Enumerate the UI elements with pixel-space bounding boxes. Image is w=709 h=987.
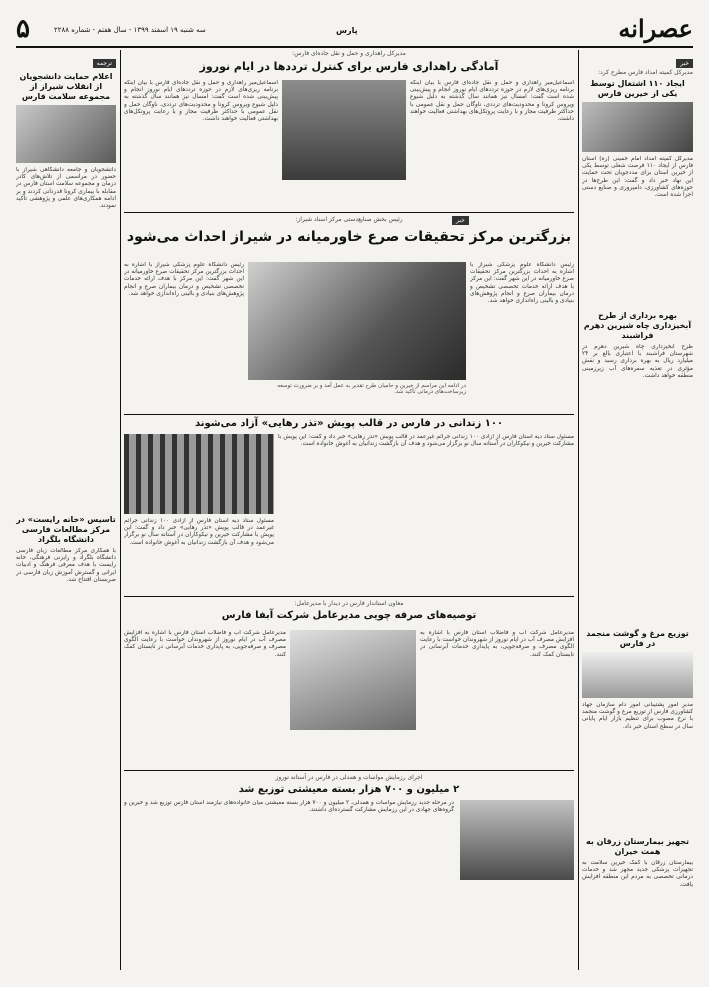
masthead	[16, 14, 693, 48]
right-mid-body: طرح آبخیزداری چاه شیرین دهرم در شهرستان فراشبند با اعتباری بالغ بر ۲۴ میلیارد ریال به بهره برداری رسید و نقش مؤثری در تغذیه سفره‌های آب زیرزمینی منطقه خواهد داشت.	[582, 344, 693, 379]
divider	[124, 596, 574, 597]
right-low-article	[582, 626, 693, 812]
banner-caption: در ادامه این مراسم از خیرین و حامیان طرح تقدیر به عمل آمد و بر ضرورت توسعه زیرساخت‌های درمانی تأکید شد.	[277, 383, 466, 395]
banner-photo	[248, 262, 466, 380]
article-tag: خبر	[676, 59, 693, 68]
right-low-body: مدیر امور پشتیبانی امور دام سازمان جهاد کشاورزی فارس از توزیع مرغ و گوشت منجمد با نرخ مصوب برای تنظیم بازار ایام پایانی سال در سطح استان خبر داد.	[582, 702, 693, 730]
right-top-body: مدیرکل کمیته امداد امام خمینی (ره) استان فارس از ایجاد ۱۱۰ فرصت شغلی توسط یکی از خیرین استان برای مددجویان تحت حمایت این نهاد خبر داد و گفت: این طرح‌ها در حوزه‌های کشاورزی، دامپروری و صنایع دستی اجرا شده است.	[582, 156, 693, 199]
right-top-kicker: مدیرکل کمیته امداد فارس مطرح کرد:	[598, 69, 693, 76]
wood-headline: توصیه‌های صرفه چویی مدیرعامل شرکت آبفا فارس	[221, 610, 477, 621]
lead-body-right: اسماعیل‌میر راهداری و حمل و نقل جاده‌ای فارس با بیان اینکه برنامه ریزی‌های لازم در حوزه ترددهای ایام نوروز انجام و پیش‌بینی شده است گفت: امسال نیز همانند سال گذشته به دلیل شیوع ویروس کرونا و محدودیت‌های ترددی، ناوگان حمل و نقل عمومی با حداکثر ظرفیت مجاز و با رعایت پروتکل‌های بهداشتی فعالیت خواهند داشت.	[410, 80, 574, 123]
page-number: ۵	[16, 14, 30, 44]
prisoners-body-cont: مسئول ستاد دیه استان فارس از آزادی ۱۰۰ زندانی جرائم غیرعمد در قالب پویش «تذر رهایی» خبر داد و گفت: این پویش با مشارکت خیرین و نیکوکاران در آستانه سال نو برگزار می‌شود و هدف آن بازگشت زندانیان به آغوش خانواده است.	[124, 518, 274, 546]
bottom-body: در مرحله جدید رزمایش مواسات و همدلی، ۲ میلیون و ۷۰۰ هزار بسته معیشتی میان خانواده‌های نیازمند استان فارس توزیع شد و خیرین و گروه‌های جهادی در این رزمایش مشارکت گسترده‌ای داشتند.	[124, 800, 454, 814]
right-top-article	[582, 50, 693, 326]
prisoners-headline: ۱۰۰ زندانی در فارس در قالب پویش «تذر رهایی» آزاد می‌شوند	[194, 418, 504, 429]
bottom-article	[124, 774, 574, 798]
lead-kicker: مدیرکل راهداری و حمل و نقل جاده‌ای فارس:	[292, 50, 406, 57]
banner-tag: خبر	[452, 216, 469, 225]
lead-body-left: اسماعیل‌میر راهداری و حمل و نقل جاده‌ای فارس با بیان اینکه برنامه ریزی‌های لازم در حوزه ترددهای ایام نوروز انجام و پیش‌بینی شده است گفت: امسال نیز همانند سال گذشته به دلیل شیوع ویروس کرونا و محدودیت‌های ترددی، ناوگان حمل و نقل عمومی با حداکثر ظرفیت مجاز و با رعایت پروتکل‌های بهداشتی فعالیت خواهند داشت.	[124, 80, 278, 123]
bottom-headline: ۲ میلیون و ۷۰۰ هزار بسته معیشتی توزیع شد	[238, 784, 460, 795]
bottom-kicker: اجرای رزمایش مواسات و همدلی در فارس در آستانه نوروز	[275, 774, 423, 781]
article-tag: ترجمه	[93, 59, 116, 68]
right-mid-headline: بهره برداری از طرح آبخیزداری چاه شیرین دهرم فراشبند	[583, 311, 692, 340]
left-top-photo	[16, 105, 116, 163]
lead-photo	[282, 80, 406, 180]
right-top-headline: ایجاد ۱۱۰ اشتغال توسط یکی از خیرین فارس	[590, 79, 685, 98]
banner-article	[124, 216, 574, 251]
right-bottom-headline: تجهیز بیمارستان زرقان به همت خیران	[586, 837, 689, 856]
wood-photo	[290, 630, 416, 730]
wood-body-right: مدیرعامل شرکت آب و فاضلاب استان فارس با اشاره به افزایش مصرف آب در ایام نوروز از شهروندان خواست با رعایت الگوی مصرف و صرفه‌جویی، به پایداری خدمات آبرسانی در تابستان کمک کنند.	[420, 630, 574, 658]
right-low-photo	[582, 652, 693, 698]
prisoners-body: مسئول ستاد دیه استان فارس از آزادی ۱۰۰ زندانی جرائم غیرعمد در قالب پویش «تذر رهایی» خبر داد و گفت: این پویش با مشارکت خیرین و نیکوکاران در آستانه سال نو برگزار می‌شود و هدف آن بازگشت زندانیان به آغوش خانواده است.	[278, 434, 574, 448]
left-top-article	[16, 50, 116, 497]
wood-kicker: معاون استاندار فارس در دیدار با مدیرعامل:	[294, 600, 404, 607]
left-top-body: دانشجویان و جامعه دانشگاهی شیراز با حضور در مراسمی از تلاش‌های کادر درمان و مجموعه سلامت استان فارس در مقابله با بیماری کرونا قدردانی کردند و بر ادامه همکاری‌های علمی و پژوهشی تأکید نمودند.	[16, 167, 116, 210]
left-mid-article	[16, 512, 116, 938]
newspaper-logo: عصرانه	[618, 14, 693, 43]
wood-body-left: مدیرعامل شرکت آب و فاضلاب استان فارس با اشاره به افزایش مصرف آب در ایام نوروز از شهروندان خواست با رعایت الگوی مصرف و صرفه‌جویی، به پایداری خدمات آبرسانی در تابستان کمک کنند.	[124, 630, 286, 658]
divider	[124, 212, 574, 213]
divider	[124, 414, 574, 415]
left-top-headline: اعلام حمایت دانشجویان از انقلاب شیراز از مجموعه سلامت فارس	[19, 72, 113, 101]
column-divider	[120, 50, 121, 970]
right-low-headline: توزیع مرغ و گوشت منجمد در فارس	[586, 629, 689, 648]
wood-article	[124, 600, 574, 624]
column-divider	[578, 50, 579, 970]
lead-article	[124, 50, 574, 77]
lead-headline: آمادگی راهداری فارس برای کنترل ترددها در ایام نوروز	[199, 60, 499, 73]
banner-body-left: رئیس دانشگاه علوم پزشکی شیراز با اشاره به احداث بزرگترین مرکز تحقیقات صرع خاورمیانه در این شهر گفت: این مرکز با هدف ارائه خدمات تخصصی تشخیص و درمان بیماران صرع و انجام پژوهش‌های بنیادی و بالینی راه‌اندازی خواهد شد.	[124, 262, 244, 297]
bottom-photo	[460, 800, 574, 880]
banner-body-right: رئیس دانشگاه علوم پزشکی شیراز با اشاره به احداث بزرگترین مرکز تحقیقات صرع خاورمیانه در این شهر گفت: این مرکز با هدف ارائه خدمات تخصصی تشخیص و درمان بیماران صرع و انجام پژوهش‌های بنیادی و بالینی راه‌اندازی خواهد شد.	[470, 262, 574, 305]
left-mid-body: با همکاری مرکز مطالعات زبان فارسی دانشگاه بلگراد و رایزنی فرهنگی، خانه رایست با هدف معرفی فرهنگ و ادبیات ایرانی و گسترش آموزش زبان فارسی در صربستان افتتاح شد.	[16, 548, 116, 583]
divider	[124, 770, 574, 771]
right-bottom-article	[582, 834, 693, 970]
right-bottom-body: بیمارستان زرقان با کمک خیرین سلامت به تجهیزات پزشکی جدید مجهز شد و خدمات درمانی تخصصی به مردم این منطقه افزایش یافت.	[582, 860, 693, 888]
banner-kicker: رئیس بخش صنایع‌دستی مرکز اسناد شیراز:	[295, 216, 403, 223]
right-top-photo	[582, 102, 693, 152]
banner-headline: بزرگترین مرکز تحقیقات صرع خاورمیانه در شیراز احداث می‌شود	[126, 229, 572, 245]
date-line: سه شنبه ۱۹ اسفند ۱۳۹۹ - سال هفتم - شماره ۲۲۸۸	[54, 26, 206, 34]
prison-bars-photo	[124, 434, 274, 514]
left-mid-headline: تاسیس «خانه رایست» در مرکز مطالعات فارسی دانشگاه بلگراد	[16, 515, 116, 544]
section-title: پارس	[336, 26, 358, 35]
right-mid-article	[582, 308, 693, 634]
